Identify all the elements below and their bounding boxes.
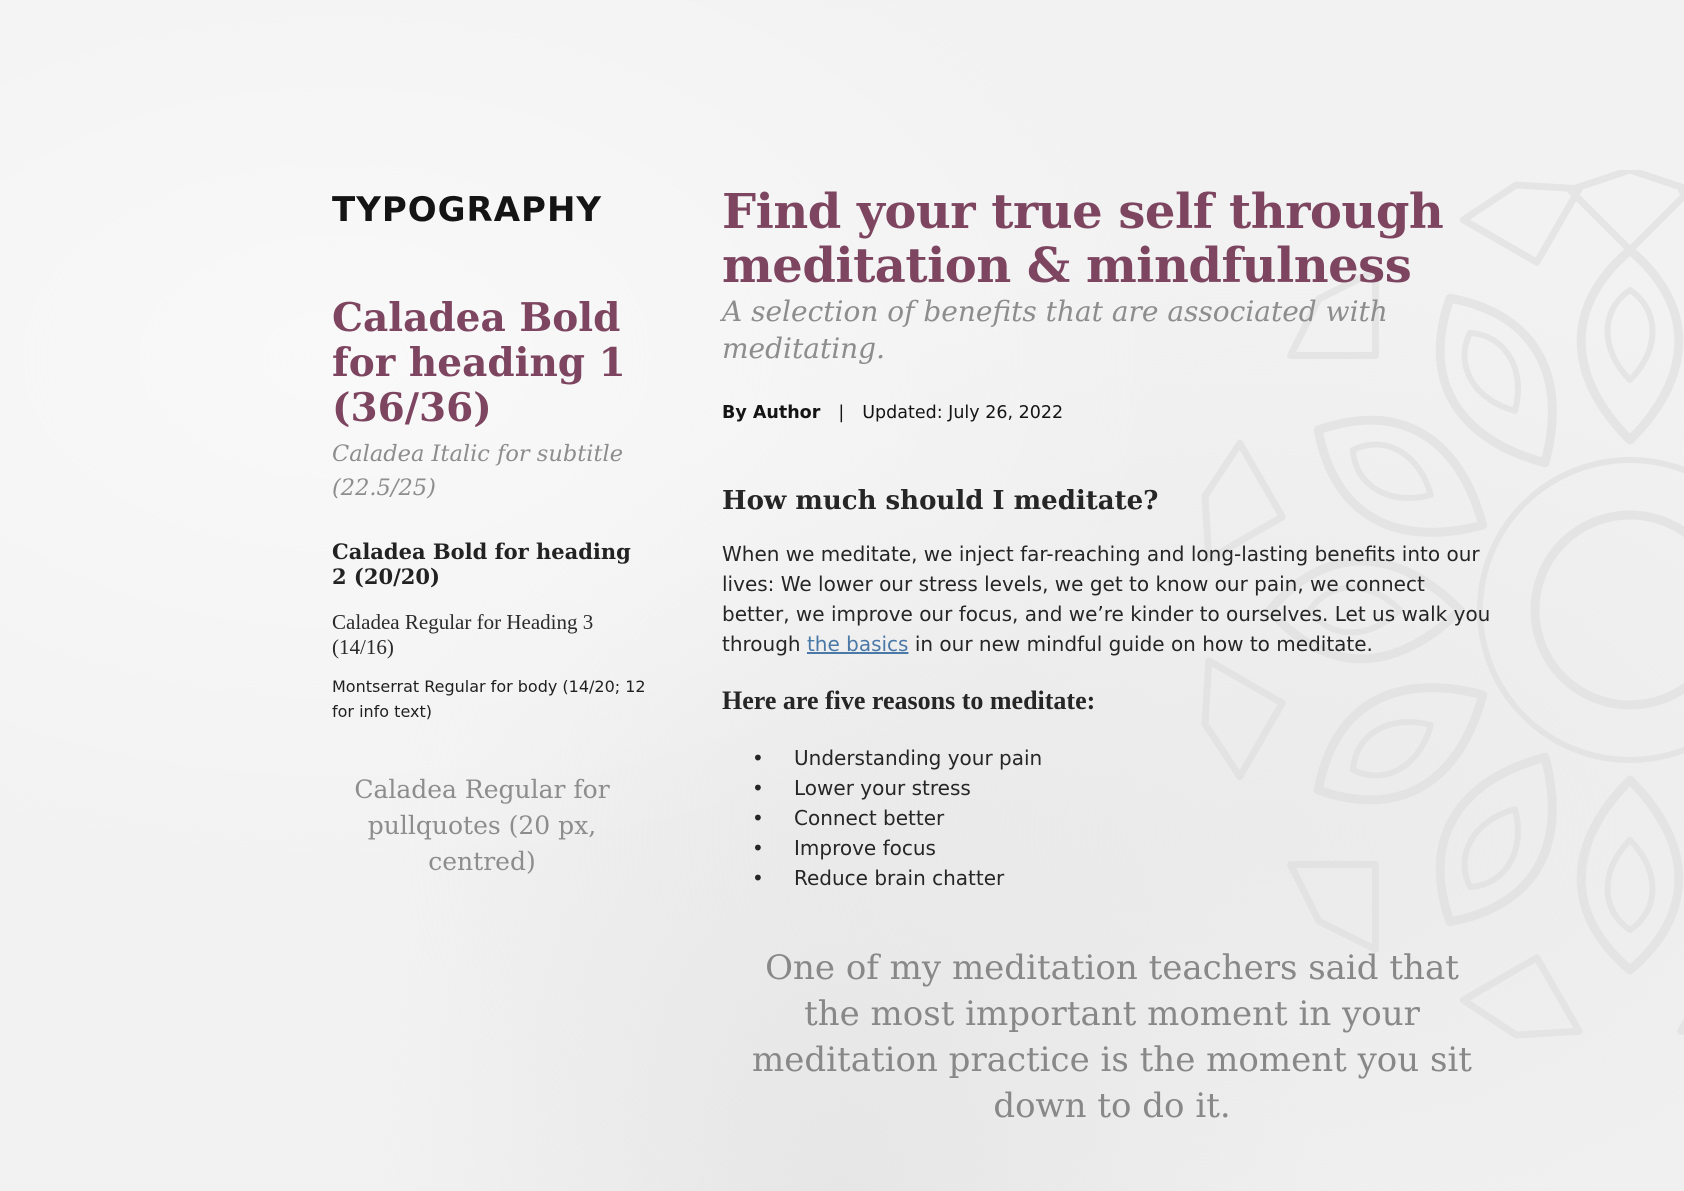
body-paragraph xyxy=(722,539,1492,659)
list-heading: Here are five reasons to meditate: xyxy=(722,685,1096,715)
bullet-icon: • xyxy=(752,775,764,800)
typography-spec-column xyxy=(332,190,652,880)
spec-heading-1: Caladea Bold for heading 1 (36/36) xyxy=(332,295,626,431)
the-basics-link[interactable]: the basics xyxy=(806,631,909,656)
list-item xyxy=(722,743,1492,773)
bullet-icon: • xyxy=(752,745,764,770)
list-item-text: Reduce brain chatter xyxy=(794,865,1005,890)
byline xyxy=(722,403,1492,423)
spec-pullquote: Caladea Regular for pullquotes (20 px, centred) xyxy=(354,775,610,876)
reasons-list xyxy=(722,743,1492,893)
list-item-text: Understanding your pain xyxy=(794,745,1043,770)
typography-title: TYPOGRAPHY xyxy=(332,190,603,230)
spec-heading-3: Caladea Regular for Heading 3 (14/16) xyxy=(332,610,594,659)
bullet-icon: • xyxy=(752,865,764,890)
list-item xyxy=(722,863,1492,893)
article-title: Find your true self through meditation & mindfulness xyxy=(722,184,1444,294)
article-subtitle: A selection of benefits that are associated with meditating. xyxy=(722,295,1388,365)
byline-updated-date: Updated: July 26, 2022 xyxy=(862,403,1064,423)
list-item xyxy=(722,773,1492,803)
list-item-text: Connect better xyxy=(794,805,945,830)
spec-body-text: Montserrat Regular for body (14/20; 12 for info text) xyxy=(332,677,646,721)
pullquote: One of my meditation teachers said that the most important moment in your meditation practice is the moment you sit down to do it. xyxy=(752,947,1472,1126)
list-item xyxy=(722,803,1492,833)
bullet-icon: • xyxy=(752,805,764,830)
section-heading: How much should I meditate? xyxy=(722,486,1159,516)
list-item xyxy=(722,833,1492,863)
list-item-text: Improve focus xyxy=(794,835,936,860)
list-item-text: Lower your stress xyxy=(794,775,971,800)
byline-separator: | xyxy=(838,403,845,423)
spec-heading-2: Caladea Bold for heading 2 (20/20) xyxy=(332,539,631,589)
spec-subtitle: Caladea Italic for subtitle (22.5/25) xyxy=(332,441,624,501)
paragraph-text-after-link: in our new mindful guide on how to meditate. xyxy=(908,631,1373,656)
bullet-icon: • xyxy=(752,835,764,860)
paragraph-text-before-link: When we meditate, we inject far-reaching and long-lasting benefits into our lives: We lower our stress levels, we get to know our pain, we connect better, we improve our focus, and we’re kinder to ourselves. Let us walk you through xyxy=(722,541,1491,656)
article-column xyxy=(722,185,1492,1163)
byline-author[interactable]: By Author xyxy=(722,403,821,423)
